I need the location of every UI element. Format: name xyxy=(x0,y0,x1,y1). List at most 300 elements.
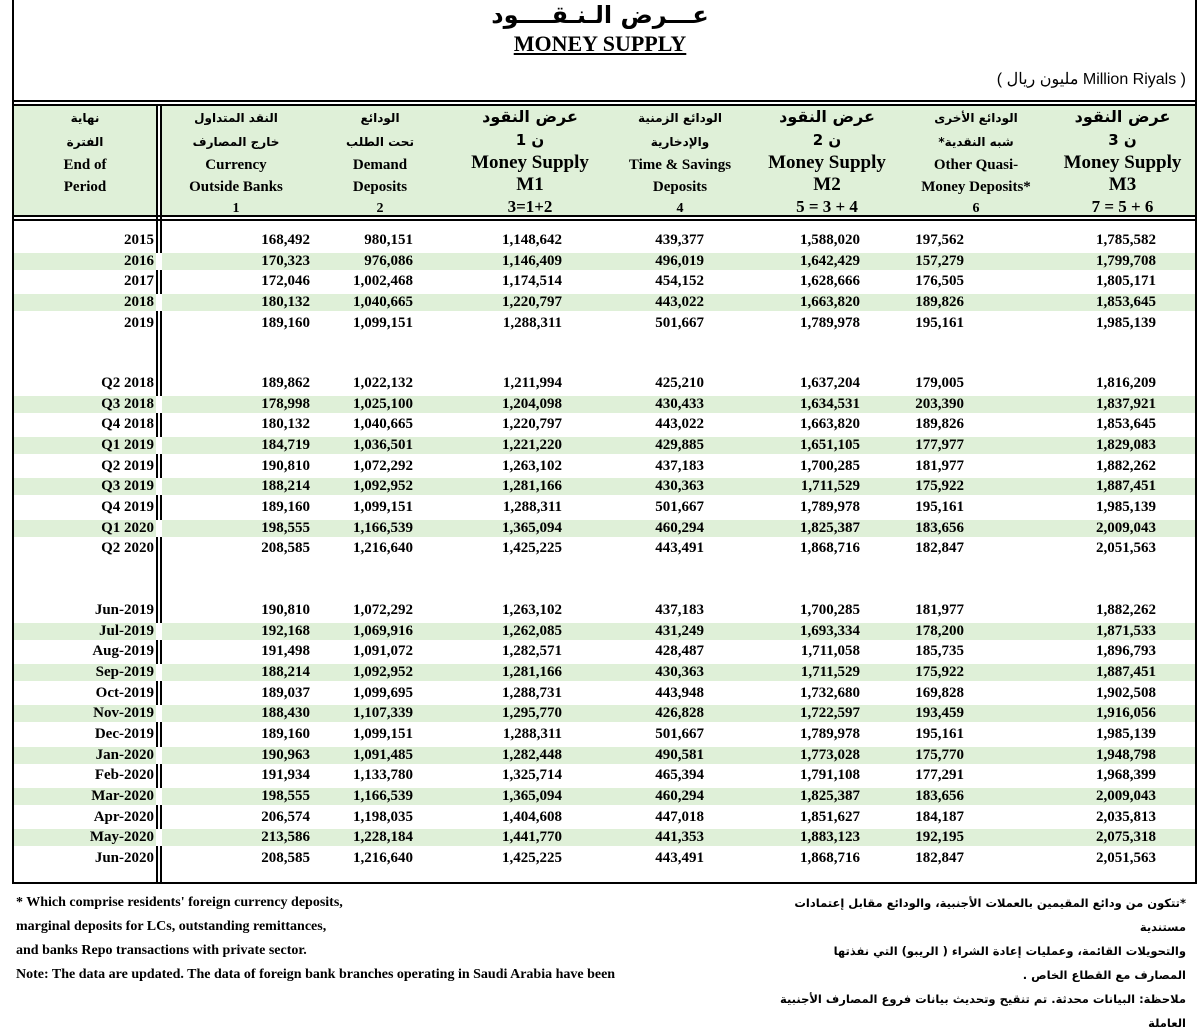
table-row xyxy=(14,538,1195,558)
value-cell: 1,174,514 xyxy=(502,273,562,290)
value-cell: 1,288,731 xyxy=(502,684,562,701)
value-cell: 429,885 xyxy=(655,436,704,453)
period-label: Q2 2019 xyxy=(101,457,154,474)
header-ar-2: والإدخارية xyxy=(650,135,710,149)
period-label: 2015 xyxy=(124,232,154,248)
table-row xyxy=(14,827,1195,847)
value-cell: 2,035,813 xyxy=(1096,808,1156,825)
header-time-savings-deposits xyxy=(605,106,755,214)
table-row xyxy=(14,435,1195,455)
footnote-note: ملاحظة: البيانات محدثة. تم تنقيح وتحديث بيانات فروع المصارف الأجنبية العاملة xyxy=(780,992,1186,1030)
footnote-arabic xyxy=(746,891,1186,1035)
value-cell: 1,365,094 xyxy=(502,787,562,804)
value-cell: 183,656 xyxy=(915,787,964,804)
value-cell: 1,985,139 xyxy=(1096,725,1156,742)
table-row xyxy=(14,313,1195,333)
value-cell: 188,430 xyxy=(261,705,310,722)
value-cell: 1,036,501 xyxy=(353,436,413,453)
value-cell: 1,853,645 xyxy=(1096,293,1156,310)
value-cell: 190,810 xyxy=(261,602,310,618)
value-cell: 1,099,151 xyxy=(353,498,413,515)
value-cell: 1,425,225 xyxy=(502,849,562,866)
value-cell: 1,099,151 xyxy=(353,725,413,742)
header-ar-2: ن 3 xyxy=(1108,131,1137,149)
period-label: Oct-2019 xyxy=(95,684,154,701)
header-money-supply-m3 xyxy=(1050,106,1195,214)
value-cell: 189,037 xyxy=(261,684,310,701)
table-row xyxy=(14,373,1195,393)
value-cell: 426,828 xyxy=(655,705,704,722)
value-cell: 490,581 xyxy=(655,746,704,763)
header-num: 1 xyxy=(232,201,240,216)
value-cell: 496,019 xyxy=(655,252,704,269)
value-cell: 1,799,708 xyxy=(1096,252,1156,269)
value-cell: 183,656 xyxy=(915,519,964,536)
period-label: Apr-2020 xyxy=(93,808,154,825)
value-cell: 189,826 xyxy=(915,293,964,310)
value-cell: 180,132 xyxy=(261,416,310,433)
table-row xyxy=(14,292,1195,312)
table-row xyxy=(14,683,1195,703)
title-english: MONEY SUPPLY xyxy=(513,31,687,56)
period-label: Nov-2019 xyxy=(93,705,154,722)
value-cell: 193,459 xyxy=(915,705,964,722)
header-ar-2: شبه النقدية* xyxy=(938,135,1014,149)
value-cell: 1,072,292 xyxy=(353,457,413,474)
footnote-english xyxy=(16,891,736,987)
footnote-line: *تتكون من ودائع المقيمين بالعملات الأجنبية، والودائع مقابل إعتمادات مستندية xyxy=(794,896,1186,934)
divider xyxy=(12,882,1197,884)
value-cell: 1,133,780 xyxy=(353,767,413,784)
header-en-1: End of xyxy=(63,157,107,173)
table-row xyxy=(14,724,1195,744)
header-end-of-period xyxy=(14,106,156,214)
value-cell: 1,166,539 xyxy=(353,519,413,536)
header-num: 6 xyxy=(972,201,980,216)
value-cell: 1,700,285 xyxy=(800,602,860,618)
value-cell: 184,719 xyxy=(261,436,310,453)
value-cell: 2,009,043 xyxy=(1096,787,1156,804)
value-cell: 1,220,797 xyxy=(502,293,562,310)
value-cell: 198,555 xyxy=(261,787,310,804)
period-label: Feb-2020 xyxy=(94,767,154,784)
value-cell: 1,985,139 xyxy=(1096,498,1156,515)
footnote-line: marginal deposits for LCs, outstanding remittances, xyxy=(16,919,327,934)
value-cell: 168,492 xyxy=(261,232,310,248)
value-cell: 443,022 xyxy=(655,416,704,433)
table-row xyxy=(14,518,1195,538)
period-label: 2019 xyxy=(124,314,154,331)
value-cell: 189,160 xyxy=(261,314,310,331)
period-label: Sep-2019 xyxy=(95,663,154,680)
value-cell: 1,789,978 xyxy=(800,725,860,742)
table-row xyxy=(14,641,1195,661)
header-other-quasi-money-deposits xyxy=(902,106,1050,214)
value-cell: 185,735 xyxy=(915,643,964,660)
header-money-supply-m1 xyxy=(455,106,605,214)
header-en-2: M2 xyxy=(813,174,841,195)
value-cell: 1,211,994 xyxy=(502,375,562,391)
header-ar-1: نهاية xyxy=(70,111,100,125)
value-cell: 1,773,028 xyxy=(800,746,860,763)
value-cell: 1,040,665 xyxy=(353,416,413,433)
value-cell: 1,148,642 xyxy=(502,232,562,248)
period-label: Q3 2019 xyxy=(101,478,154,495)
header-ar-1: عرض النقود xyxy=(1074,107,1171,126)
header-en-2: Money Deposits* xyxy=(921,179,1031,195)
header-ar-1: عرض النقود xyxy=(779,107,875,126)
value-cell: 1,805,171 xyxy=(1096,273,1156,290)
value-cell: 1,887,451 xyxy=(1096,478,1156,495)
value-cell: 1,663,820 xyxy=(800,293,860,310)
value-cell: 1,816,209 xyxy=(1096,375,1156,391)
table-row xyxy=(14,765,1195,785)
value-cell: 1,325,714 xyxy=(502,767,562,784)
value-cell: 460,294 xyxy=(655,519,704,536)
value-cell: 1,789,978 xyxy=(800,498,860,515)
value-cell: 1,732,680 xyxy=(800,684,860,701)
value-cell: 1,262,085 xyxy=(502,622,562,639)
value-cell: 501,667 xyxy=(655,498,704,515)
value-cell: 175,922 xyxy=(915,478,964,495)
table-row xyxy=(14,745,1195,765)
header-en-2: Deposits xyxy=(352,179,408,195)
value-cell: 1,146,409 xyxy=(502,252,562,269)
value-cell: 1,711,529 xyxy=(800,478,860,495)
value-cell: 213,586 xyxy=(261,829,310,846)
value-cell: 184,187 xyxy=(915,808,964,825)
value-cell: 1,072,292 xyxy=(353,602,413,618)
value-cell: 1,882,262 xyxy=(1096,457,1156,474)
value-cell: 1,700,285 xyxy=(800,457,860,474)
header-ar-1: الودائع الزمنية xyxy=(638,111,722,125)
value-cell: 191,498 xyxy=(261,643,310,660)
value-cell: 437,183 xyxy=(655,602,704,618)
value-cell: 192,195 xyxy=(915,829,964,846)
value-cell: 1,425,225 xyxy=(502,540,562,557)
value-cell: 2,051,563 xyxy=(1096,540,1156,557)
divider xyxy=(12,100,1197,102)
value-cell: 1,198,035 xyxy=(353,808,413,825)
period-label: May-2020 xyxy=(89,829,154,846)
value-cell: 431,249 xyxy=(655,622,704,639)
header-en-2: Period xyxy=(63,179,107,195)
value-cell: 1,887,451 xyxy=(1096,663,1156,680)
value-cell: 1,851,627 xyxy=(800,808,860,825)
value-cell: 170,323 xyxy=(261,252,310,269)
value-cell: 1,282,448 xyxy=(502,746,562,763)
value-cell: 179,005 xyxy=(915,375,964,391)
header-ar-2: تحت الطلب xyxy=(346,135,414,149)
value-cell: 460,294 xyxy=(655,787,704,804)
title-arabic: عـــرض الـنـقــــود xyxy=(491,1,709,29)
period-label: Q3 2018 xyxy=(101,395,154,412)
value-cell: 1,092,952 xyxy=(353,478,413,495)
value-cell: 425,210 xyxy=(655,375,704,391)
value-cell: 180,132 xyxy=(261,293,310,310)
footnote-line: والتحويلات القائمة، وعمليات إعادة الشراء ( الريبو) التي نفذتها xyxy=(833,944,1186,958)
value-cell: 1,663,820 xyxy=(800,416,860,433)
value-cell: 1,829,083 xyxy=(1096,436,1156,453)
value-cell: 1,092,952 xyxy=(353,663,413,680)
value-cell: 192,168 xyxy=(261,622,310,639)
value-cell: 195,161 xyxy=(915,725,964,742)
value-cell: 178,998 xyxy=(261,395,310,412)
value-cell: 189,160 xyxy=(261,725,310,742)
table-row xyxy=(14,476,1195,496)
value-cell: 1,002,468 xyxy=(353,273,413,290)
header-en-1: Money Supply xyxy=(471,152,589,173)
footnote-line: and banks Repo transactions with private sector. xyxy=(16,943,307,958)
value-cell: 1,871,533 xyxy=(1096,622,1156,639)
value-cell: 1,204,098 xyxy=(502,395,562,412)
value-cell: 1,099,695 xyxy=(353,684,413,701)
footnote-line: * Which comprise residents' foreign currency deposits, xyxy=(16,895,343,910)
period-label: Q2 2020 xyxy=(101,540,154,557)
period-label: Aug-2019 xyxy=(92,643,154,660)
value-cell: 437,183 xyxy=(655,457,704,474)
period-label: Q4 2019 xyxy=(101,498,154,515)
value-cell: 178,200 xyxy=(915,622,964,639)
header-ar-1: النقد المتداول xyxy=(194,111,278,125)
value-cell: 197,562 xyxy=(915,232,964,248)
table-row xyxy=(14,807,1195,827)
value-cell: 1,404,608 xyxy=(502,808,562,825)
period-label: Q2 2018 xyxy=(101,375,154,391)
table-row xyxy=(14,497,1195,517)
value-cell: 182,847 xyxy=(915,849,964,866)
value-cell: 1,282,571 xyxy=(502,643,562,660)
value-cell: 1,221,220 xyxy=(502,436,562,453)
period-label: 2016 xyxy=(124,252,154,269)
value-cell: 1,882,262 xyxy=(1096,602,1156,618)
value-cell: 190,810 xyxy=(261,457,310,474)
period-label: Jun-2019 xyxy=(94,602,154,618)
value-cell: 1,628,666 xyxy=(800,273,860,290)
value-cell: 1,263,102 xyxy=(502,457,562,474)
value-cell: 430,433 xyxy=(655,395,704,412)
header-en-2: M3 xyxy=(1108,174,1137,195)
value-cell: 443,491 xyxy=(655,849,704,866)
value-cell: 1,099,151 xyxy=(353,314,413,331)
table-row xyxy=(14,456,1195,476)
value-cell: 1,281,166 xyxy=(502,478,562,495)
table-row xyxy=(14,271,1195,291)
header-num: 7 = 5 + 6 xyxy=(1091,197,1154,216)
value-cell: 1,711,529 xyxy=(800,663,860,680)
header-en-2: M1 xyxy=(516,174,544,195)
value-cell: 206,574 xyxy=(261,808,310,825)
table-row xyxy=(14,600,1195,620)
value-cell: 1,651,105 xyxy=(800,436,860,453)
header-en-1: Money Supply xyxy=(1063,152,1182,173)
value-cell: 195,161 xyxy=(915,314,964,331)
value-cell: 501,667 xyxy=(655,314,704,331)
value-cell: 441,353 xyxy=(655,829,704,846)
footnote-line: المصارف مع القطاع الخاص . xyxy=(1022,968,1186,982)
value-cell: 1,288,311 xyxy=(502,725,562,742)
value-cell: 447,018 xyxy=(655,808,704,825)
value-cell: 980,151 xyxy=(364,232,413,248)
value-cell: 1,069,916 xyxy=(353,622,413,639)
value-cell: 501,667 xyxy=(655,725,704,742)
value-cell: 1,288,311 xyxy=(502,498,562,515)
table-row xyxy=(14,414,1195,434)
value-cell: 1,216,640 xyxy=(353,540,413,557)
table-row xyxy=(14,703,1195,723)
value-cell: 177,291 xyxy=(915,767,964,784)
value-cell: 443,491 xyxy=(655,540,704,557)
period-label: Q1 2019 xyxy=(101,436,154,453)
value-cell: 1,637,204 xyxy=(800,375,860,391)
value-cell: 1,785,582 xyxy=(1096,232,1156,248)
value-cell: 1,789,978 xyxy=(800,314,860,331)
footnote-note: Note: The data are updated. The data of foreign bank branches operating in Saudi Arabia have been xyxy=(16,967,616,982)
period-label: Jun-2020 xyxy=(94,849,154,866)
value-cell: 1,722,597 xyxy=(800,705,860,722)
value-cell: 443,948 xyxy=(655,684,704,701)
value-cell: 1,216,640 xyxy=(353,849,413,866)
header-ar-2: ن 2 xyxy=(812,131,842,149)
header-ar-2: خارج المصارف xyxy=(192,135,280,149)
value-cell: 1,281,166 xyxy=(502,663,562,680)
value-cell: 191,934 xyxy=(261,767,310,784)
value-cell: 1,883,123 xyxy=(800,829,860,846)
value-cell: 1,365,094 xyxy=(502,519,562,536)
value-cell: 1,868,716 xyxy=(800,540,860,557)
value-cell: 198,555 xyxy=(261,519,310,536)
header-num: 3=1+2 xyxy=(507,197,553,216)
value-cell: 1,896,793 xyxy=(1096,643,1156,660)
value-cell: 175,922 xyxy=(915,663,964,680)
value-cell: 1,837,921 xyxy=(1096,395,1156,412)
value-cell: 1,711,058 xyxy=(800,643,860,660)
table-row xyxy=(14,848,1195,868)
header-money-supply-m2 xyxy=(752,106,902,214)
value-cell: 1,022,132 xyxy=(353,375,413,391)
value-cell: 1,091,072 xyxy=(353,643,413,660)
value-cell: 430,363 xyxy=(655,663,704,680)
value-cell: 2,009,043 xyxy=(1096,519,1156,536)
value-cell: 208,585 xyxy=(261,540,310,557)
value-cell: 203,390 xyxy=(915,395,964,412)
period-label: Q1 2020 xyxy=(101,519,154,536)
value-cell: 189,862 xyxy=(261,375,310,391)
header-en-1: Money Supply xyxy=(768,152,886,173)
value-cell: 1,220,797 xyxy=(502,416,562,433)
value-cell: 465,394 xyxy=(655,767,704,784)
value-cell: 1,634,531 xyxy=(800,395,860,412)
value-cell: 1,040,665 xyxy=(353,293,413,310)
value-cell: 1,288,311 xyxy=(502,314,562,331)
value-cell: 2,051,563 xyxy=(1096,849,1156,866)
value-cell: 1,642,429 xyxy=(800,252,860,269)
value-cell: 1,693,334 xyxy=(800,622,860,639)
value-cell: 1,295,770 xyxy=(502,705,562,722)
header-currency-outside-banks xyxy=(162,106,310,214)
value-cell: 188,214 xyxy=(261,478,310,495)
table-row xyxy=(14,662,1195,682)
value-cell: 1,825,387 xyxy=(800,787,860,804)
header-ar-1: الودائع xyxy=(360,111,400,125)
header-ar-2: الفترة xyxy=(66,135,104,149)
period-label: 2017 xyxy=(124,273,154,290)
value-cell: 1,091,485 xyxy=(353,746,413,763)
value-cell: 1,825,387 xyxy=(800,519,860,536)
value-cell: 181,977 xyxy=(915,602,964,618)
header-ar-1: عرض النقود xyxy=(482,107,578,126)
header-en-1: Other Quasi- xyxy=(933,157,1019,173)
value-cell: 1,441,770 xyxy=(502,829,562,846)
value-cell: 1,263,102 xyxy=(502,602,562,618)
value-cell: 177,977 xyxy=(915,436,964,453)
value-cell: 176,505 xyxy=(915,273,964,290)
value-cell: 195,161 xyxy=(915,498,964,515)
value-cell: 1,853,645 xyxy=(1096,416,1156,433)
value-cell: 1,791,108 xyxy=(800,767,860,784)
value-cell: 182,847 xyxy=(915,540,964,557)
value-cell: 1,588,020 xyxy=(800,232,860,248)
value-cell: 189,160 xyxy=(261,498,310,515)
value-cell: 976,086 xyxy=(364,252,413,269)
header-num: 4 xyxy=(676,201,684,216)
value-cell: 1,166,539 xyxy=(353,787,413,804)
value-cell: 1,025,100 xyxy=(353,395,413,412)
header-num: 2 xyxy=(376,201,384,216)
header-en-2: Deposits xyxy=(652,179,708,195)
value-cell: 181,977 xyxy=(915,457,964,474)
value-cell: 1,948,798 xyxy=(1096,746,1156,763)
table-row xyxy=(14,230,1195,250)
value-cell: 172,046 xyxy=(261,273,310,290)
period-label: 2018 xyxy=(124,293,154,310)
header-ar-2: ن 1 xyxy=(515,131,545,149)
value-cell: 443,022 xyxy=(655,293,704,310)
value-cell: 428,487 xyxy=(655,643,704,660)
period-label: Jul-2019 xyxy=(98,622,154,639)
units-label: ( مليون ريال Million Riyals ) xyxy=(996,71,1186,88)
table-row xyxy=(14,394,1195,414)
value-cell: 1,228,184 xyxy=(353,829,413,846)
period-label: Jan-2020 xyxy=(95,746,154,763)
header-en-1: Demand xyxy=(352,157,408,173)
period-label: Q4 2018 xyxy=(101,416,154,433)
value-cell: 175,770 xyxy=(915,746,964,763)
table-row xyxy=(14,251,1195,271)
header-demand-deposits xyxy=(310,106,450,214)
value-cell: 454,152 xyxy=(655,273,704,290)
header-ar-1: الودائع الأخرى xyxy=(934,111,1018,125)
table-row xyxy=(14,786,1195,806)
value-cell: 188,214 xyxy=(261,663,310,680)
table-row xyxy=(14,621,1195,641)
value-cell: 2,075,318 xyxy=(1096,829,1156,846)
value-cell: 430,363 xyxy=(655,478,704,495)
header-num: 5 = 3 + 4 xyxy=(796,197,858,216)
period-label: Mar-2020 xyxy=(91,787,154,804)
value-cell: 189,826 xyxy=(915,416,964,433)
header-en-1: Time & Savings xyxy=(628,157,732,173)
header-en-2: Outside Banks xyxy=(189,179,283,195)
header-en-1: Currency xyxy=(205,157,267,173)
value-cell: 1,985,139 xyxy=(1096,314,1156,331)
value-cell: 190,963 xyxy=(261,746,310,763)
value-cell: 157,279 xyxy=(915,252,964,269)
value-cell: 1,902,508 xyxy=(1096,684,1156,701)
value-cell: 1,916,056 xyxy=(1096,705,1156,722)
value-cell: 1,868,716 xyxy=(800,849,860,866)
period-label: Dec-2019 xyxy=(94,725,154,742)
